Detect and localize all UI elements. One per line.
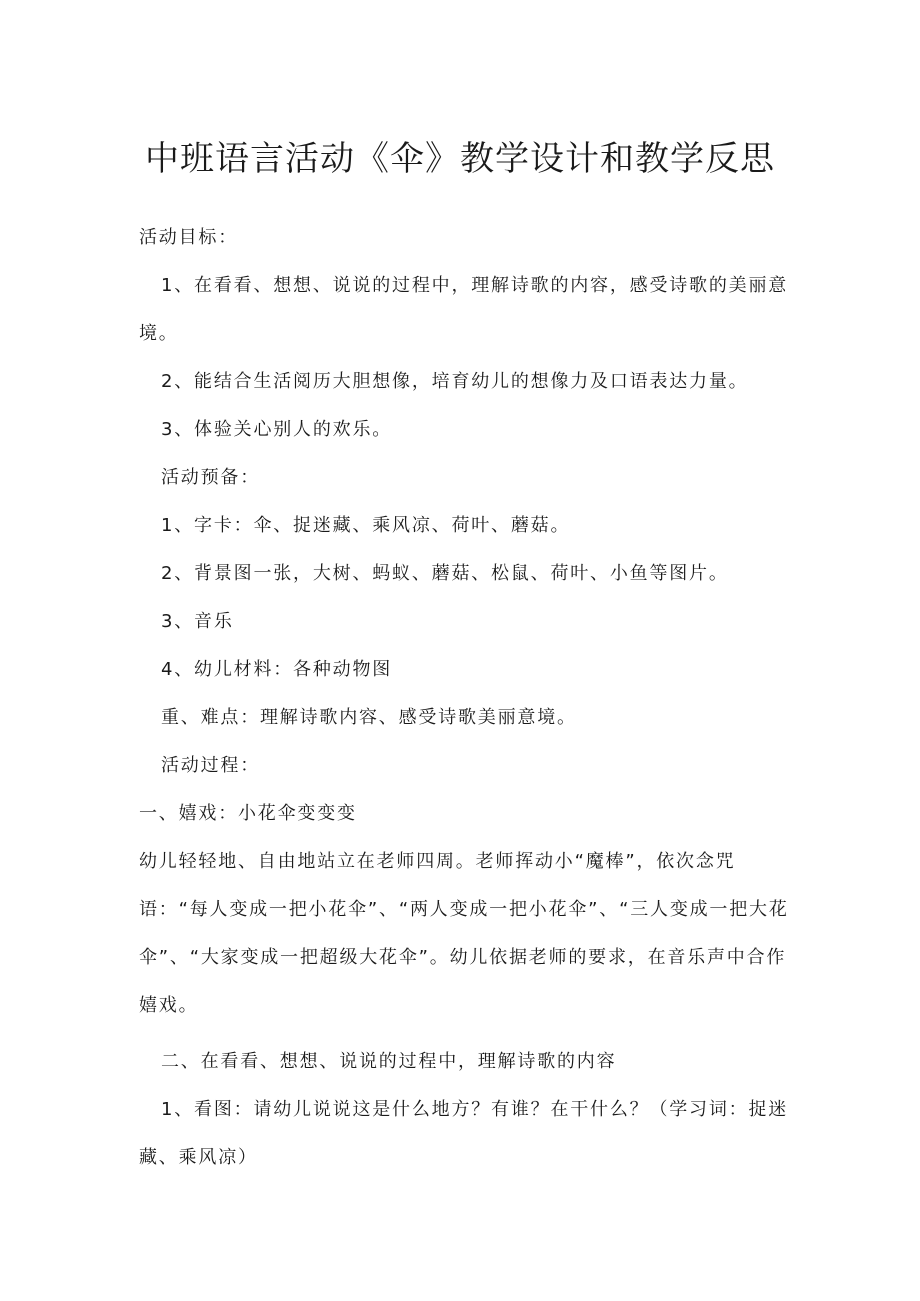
- paragraph-goal-1: 1、在看看、想想、说说的过程中，理解诗歌的内容，感受诗歌的美丽意境。: [139, 275, 789, 344]
- section-heading-preparation: 活动预备：: [161, 467, 260, 488]
- section-heading-process: 活动过程：: [161, 755, 260, 776]
- paragraph-key-points: 重、难点：理解诗歌内容、感受诗歌美丽意境。: [161, 707, 577, 728]
- section-heading-goals: 活动目标：: [139, 227, 238, 248]
- document-title: 中班语言活动《伞》教学设计和教学反思: [145, 139, 775, 179]
- paragraph-game-description: 幼儿轻轻地、自由地站立在老师四周。老师挥动小“魔棒”，依次念咒语：“每人变成一把小花伞”、“两人变成一把小花伞”、“三人变成一把大花伞”、“大家变成一把超级大花伞”。幼儿依据老师的要求，在音乐声中合作嬉戏。: [139, 851, 789, 1016]
- document-body: [139, 214, 789, 1182]
- paragraph-goal-2: 2、能结合生活阅历大胆想像，培育幼儿的想像力及口语表达力量。: [161, 371, 749, 392]
- paragraph-prep-2: 2、背景图一张，大树、蚂蚁、蘑菇、松鼠、荷叶、小鱼等图片。: [161, 563, 729, 584]
- paragraph-prep-1: 1、字卡：伞、捉迷藏、乘风凉、荷叶、蘑菇。: [161, 515, 571, 536]
- step-heading-game: 一、嬉戏：小花伞变变变: [139, 803, 357, 824]
- paragraph-prep-3: 3、音乐: [161, 611, 234, 632]
- step-heading-understand: 二、在看看、想想、说说的过程中，理解诗歌的内容: [161, 1051, 617, 1072]
- paragraph-look-at-picture: 1、看图：请幼儿说说这是什么地方？有谁？在干什么？（学习词：捉迷藏、乘风凉）: [139, 1099, 789, 1168]
- paragraph-goal-3: 3、体验关心别人的欢乐。: [161, 419, 393, 440]
- paragraph-prep-4: 4、幼儿材料：各种动物图: [161, 659, 393, 680]
